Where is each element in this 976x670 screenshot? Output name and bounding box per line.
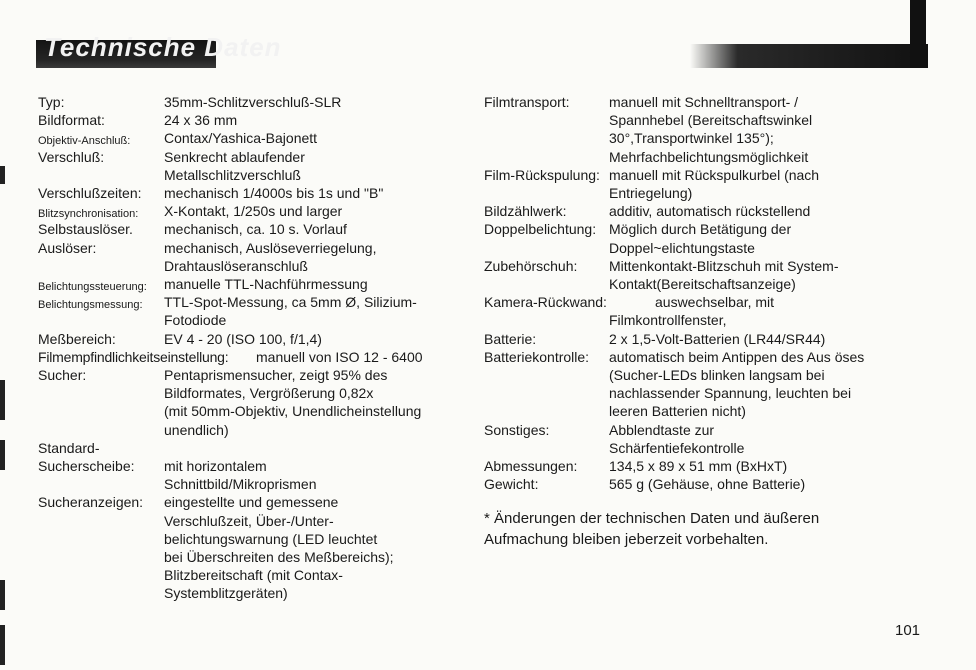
spec-value-line: Pentaprismensucher, zeigt 95% des — [164, 367, 388, 383]
spec-value-line: unendlich) — [164, 421, 229, 438]
spec-value-line: Systemblitzgeräten) — [164, 585, 288, 602]
spec-value-line: Entriegelung) — [609, 185, 693, 201]
spec-value-line: Mittenkontakt-Blitzschuh mit System- — [609, 257, 839, 274]
spec-value-line: belichtungswarnung (LED leuchtet — [164, 530, 378, 547]
spec-value-line: Senkrecht ablaufender — [164, 148, 305, 165]
spec-label: Doppelbelichtung: — [484, 221, 597, 238]
header-banner-right — [690, 44, 928, 68]
spec-label: Selbstauslöser. — [38, 221, 133, 238]
spec-value-line: Möglich durch Betätigung der — [609, 221, 792, 238]
spec-label: Standard- — [38, 439, 100, 456]
spec-label: Film-Rückspulung: — [484, 166, 600, 183]
spec-value-line: eingestellte und gemessene — [164, 494, 339, 511]
spec-value-line: Contax/Yashica-Bajonett — [164, 130, 318, 147]
spec-label: Verschlußzeiten: — [38, 185, 142, 201]
spec-value-line: X-Kontakt, 1/250s und larger — [164, 203, 343, 220]
spec-value-line: manuelle TTL-Nachführmessung — [164, 276, 368, 292]
spec-label: Objektiv-Anschluß: — [38, 135, 131, 148]
footnote — [484, 508, 819, 550]
spec-value-line: EV 4 - 20 (ISO 100, f/1,4) — [164, 330, 322, 347]
spec-value-line: Mehrfachbelichtungsmöglichkeit — [609, 148, 809, 165]
edge-mark — [0, 625, 5, 665]
spec-value-line: additiv, automatisch rückstellend — [609, 203, 811, 220]
spec-value-line: Bildformates, Vergrößerung 0,82x — [164, 385, 374, 402]
spec-value-line: 565 g (Gehäuse, ohne Batterie) — [609, 476, 806, 493]
spec-label: Filmtransport: — [484, 94, 570, 110]
footnote-line: * Änderungen der technischen Daten und äußeren — [484, 510, 820, 527]
spec-value-line: (mit 50mm-Objektiv, Unendlicheinstellung — [164, 403, 422, 420]
spec-label: Gewicht: — [484, 476, 539, 493]
spec-value-line: leeren Batterien nicht) — [609, 403, 746, 420]
spec-label: Abmessungen: — [484, 458, 578, 474]
spec-value-line: automatisch beim Antippen des Aus öses — [609, 348, 865, 365]
page-number: 101 — [895, 622, 921, 639]
spec-value-line: Filmkontrollfenster, — [609, 312, 727, 329]
spec-value-line: Spannhebel (Bereitschaftswinkel — [609, 112, 813, 129]
spec-value-line: auswechselbar, mit — [655, 294, 775, 311]
spec-value-line: mit horizontalem — [164, 458, 267, 474]
spec-label: Typ: — [38, 94, 65, 110]
spec-value-line: TTL-Spot-Messung, ca 5mm Ø, Silizium- — [164, 294, 417, 311]
spec-label: Blitzsynchronisation: — [38, 208, 139, 221]
spec-label: Bildzählwerk: — [484, 203, 567, 220]
spec-label: Batterie: — [484, 330, 537, 347]
spec-value-line: 24 x 36 mm — [164, 112, 238, 129]
page-title: Technische Daten — [44, 32, 282, 62]
edge-mark — [0, 166, 5, 184]
spec-value-line: 134,5 x 89 x 51 mm (BxHxT) — [609, 458, 788, 474]
spec-value-line: 2 x 1,5-Volt-Batterien (LR44/SR44) — [609, 330, 826, 347]
spec-value-line: Metallschlitzverschluß — [164, 166, 301, 183]
spec-value-line: mechanisch, ca. 10 s. Vorlauf — [164, 221, 347, 238]
spec-label: Auslöser: — [38, 239, 97, 256]
spec-value-line: (Sucher-LEDs blinken langsam bei — [609, 367, 825, 383]
spec-value-line: Drahtauslöseranschluß — [164, 257, 308, 274]
spec-value-line: mechanisch 1/4000s bis 1s und "B" — [164, 185, 384, 201]
spec-label: Bildformat: — [38, 112, 105, 129]
spec-value-line: Schärfentiefekontrolle — [609, 439, 745, 456]
spec-value-line: 30°,Transportwinkel 135°); — [609, 130, 774, 147]
spec-value-line: bei Überschreiten des Meßbereichs); — [164, 549, 394, 565]
spec-value-line: Abblendtaste zur — [609, 421, 715, 438]
spec-value-line: mechanisch, Auslöseverriegelung, — [164, 239, 377, 256]
spec-label: Meßbereich: — [38, 330, 116, 347]
spec-label: Belichtungssteuerung: — [38, 281, 147, 293]
spec-value-line: Blitzbereitschaft (mit Contax- — [164, 567, 343, 584]
spec-label: Belichtungsmessung: — [38, 299, 143, 312]
spec-label: Verschluß: — [38, 148, 105, 165]
footnote-line: Aufmachung bleiben jeberzeit vorbehalten. — [484, 531, 769, 548]
spec-label: Sucheranzeigen: — [38, 494, 144, 511]
spec-value-line: manuell von ISO 12 - 6400 — [256, 348, 423, 365]
edge-mark — [0, 580, 5, 610]
header-banner — [36, 32, 282, 68]
spec-label: Sucher: — [38, 367, 87, 383]
spec-label: Batteriekontrolle: — [484, 348, 590, 365]
edge-mark — [0, 440, 5, 470]
spec-value-line: manuell mit Rückspulkurbel (nach — [609, 166, 820, 183]
spec-value-line: Verschlußzeit, Über-/Unter- — [164, 512, 334, 529]
spec-value-line: 35mm-Schlitzverschluß-SLR — [164, 94, 342, 110]
header-banner-edge — [910, 0, 926, 68]
spec-value-line: Doppel~elichtungstaste — [609, 239, 755, 256]
spec-label: Kamera-Rückwand: — [484, 294, 607, 311]
spec-label: Filmempfindlichkeitseinstellung: — [38, 348, 229, 365]
spec-label: Sucherscheibe: — [38, 458, 135, 474]
spec-value-line: Kontakt(Bereitschaftsanzeige) — [609, 276, 796, 292]
spec-label: Zubehörschuh: — [484, 257, 578, 274]
edge-mark — [0, 380, 5, 420]
spec-value-line: manuell mit Schnelltransport- / — [609, 94, 799, 110]
spec-value-line: Schnittbild/Mikroprismen — [164, 476, 317, 493]
spec-label: Sonstiges: — [484, 421, 550, 438]
spec-value-line: nachlassender Spannung, leuchten bei — [609, 385, 852, 402]
spec-value-line: Fotodiode — [164, 312, 227, 329]
